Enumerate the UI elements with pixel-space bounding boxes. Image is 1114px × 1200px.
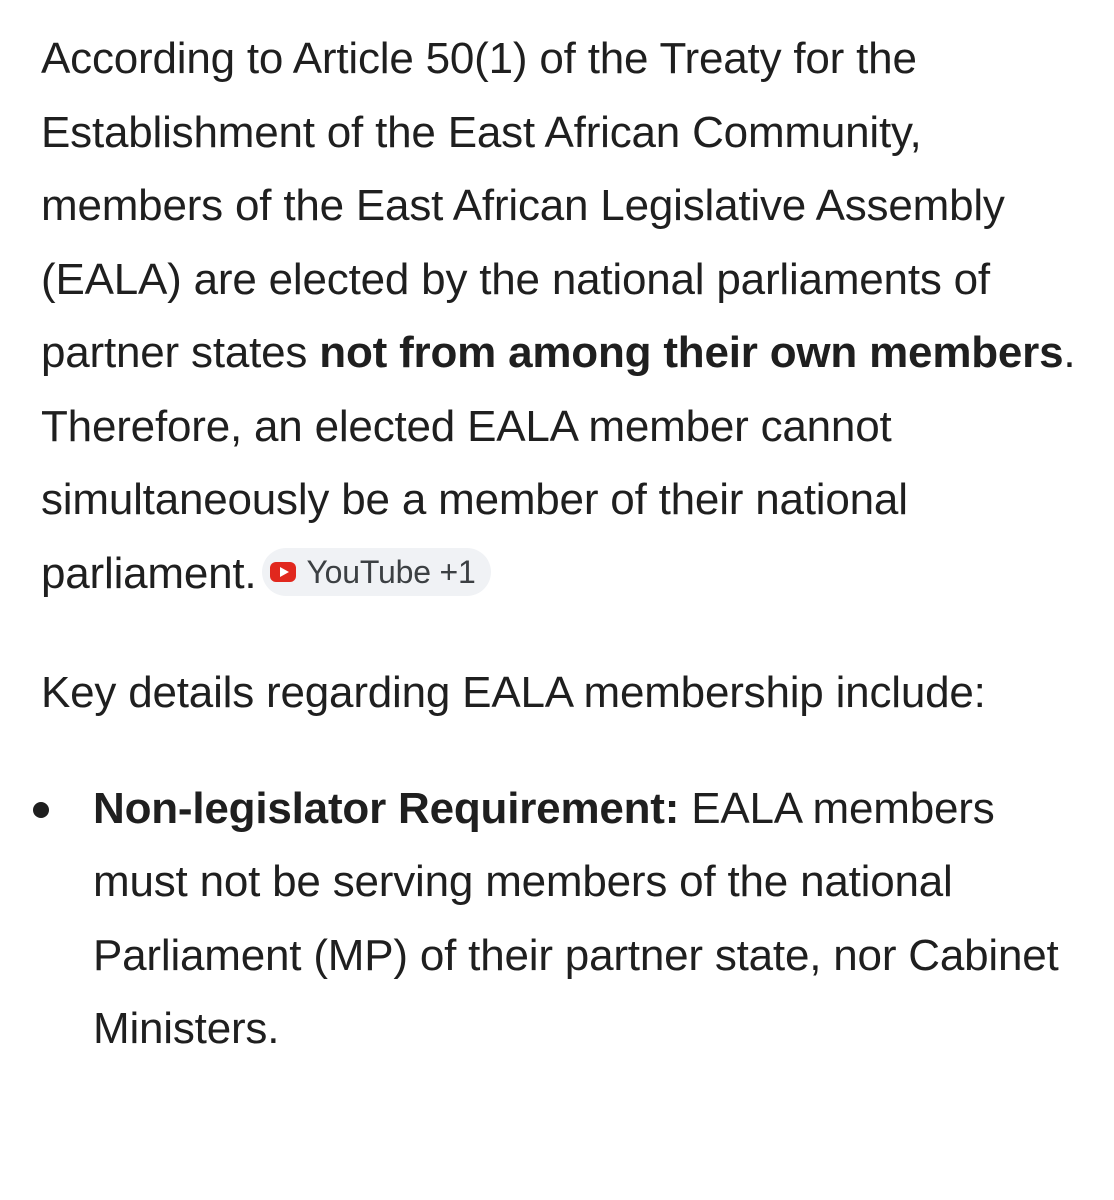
paragraph-key-details: Key details regarding EALA membership include: xyxy=(41,668,986,717)
list-item-text: EALA members must not be serving members of the national Parliament (MP) of their partner state, nor Cabinet Ministers. xyxy=(93,783,1059,1053)
paragraph-bold-phrase: not from among their own members xyxy=(319,328,1064,377)
youtube-icon xyxy=(270,562,296,582)
source-chip-label: YouTube +1 xyxy=(306,553,476,590)
answer-content xyxy=(41,22,1091,1066)
paragraph-text-after-bold: . Therefore, an elected EALA member cannot simultaneously be a member of their national parliament. xyxy=(41,328,1076,598)
paragraph-article-50 xyxy=(41,22,1081,610)
source-chip[interactable] xyxy=(262,548,490,596)
bullet-icon xyxy=(33,802,49,818)
list-item-title: Non-legislator Requirement: xyxy=(93,783,680,833)
list-item xyxy=(41,772,1073,1066)
details-list xyxy=(41,772,1091,1066)
paragraph-text-before-bold: According to Article 50(1) of the Treaty for the Establishment of the East African Community, members of the East African Legislative Assembly (EALA) are elected by the national parliaments of partner states xyxy=(41,34,1005,377)
